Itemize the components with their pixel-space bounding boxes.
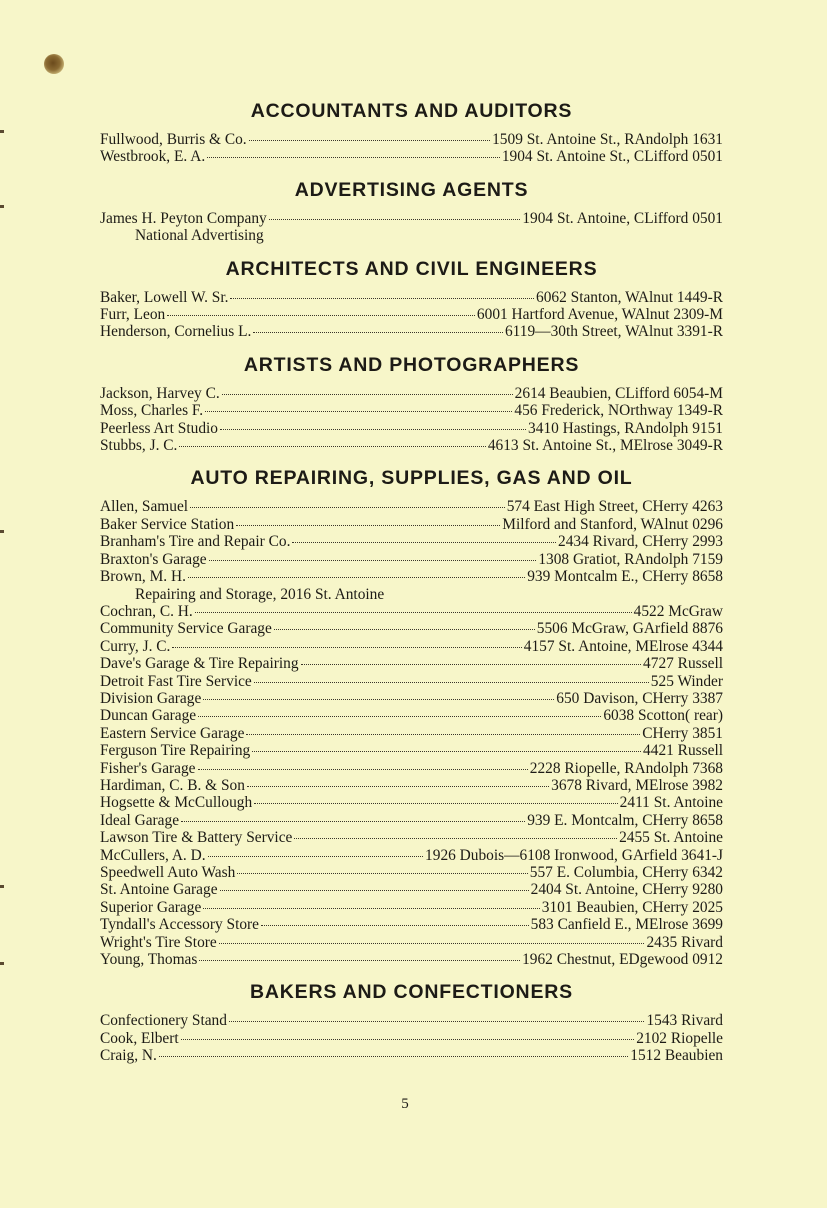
listing-entry [100, 385, 723, 402]
listing-entry [100, 760, 723, 777]
listing-address: 939 E. Montcalm, CHerry 8658 [527, 811, 723, 829]
dot-leader [220, 890, 529, 891]
listing-name: Brown, M. H. [100, 568, 186, 586]
dot-leader [198, 716, 601, 717]
listing-address: 1926 Dubois—6108 Ironwood, GArfield 3641-J [425, 846, 723, 864]
listing-address: 6062 Stanton, WAlnut 1449-R [536, 288, 723, 306]
listing-address: 650 Davison, CHerry 3387 [556, 689, 723, 707]
edge-mark [0, 205, 4, 208]
dot-leader [249, 140, 490, 141]
dot-leader [207, 157, 500, 158]
listing-address: 574 East High Street, CHerry 4263 [506, 498, 723, 516]
listing-entry [100, 673, 723, 690]
listing-name: St. Antoine Garage [100, 881, 218, 899]
punch-hole [44, 54, 64, 74]
dot-leader [237, 873, 528, 874]
listing-address: 1509 St. Antoine St., RAndolph 1631 [492, 131, 723, 148]
listing-address: 939 Montcalm E., CHerry 8658 [527, 568, 723, 586]
listing-name: Dave's Garage & Tire Repairing [100, 655, 299, 673]
dot-leader [269, 219, 521, 220]
dot-leader [219, 943, 645, 944]
dot-leader [179, 446, 485, 447]
listing-name: Young, Thomas [100, 951, 198, 969]
listing-name: Jackson, Harvey C. [100, 384, 220, 402]
section-heading: ADVERTISING AGENTS [294, 178, 529, 201]
listing-name: Wright's Tire Store [100, 933, 217, 951]
listing-name: Hardiman, C. B. & Son [100, 776, 245, 794]
listing-name: Ideal Garage [100, 811, 180, 829]
listing-entry [100, 916, 723, 933]
directory-section [100, 256, 723, 341]
listing-address: CHerry 3851 [642, 724, 723, 742]
dot-leader [195, 612, 632, 613]
listing-entry [100, 402, 723, 419]
listing-entry [100, 533, 723, 550]
listing-address: 4522 McGraw [633, 602, 723, 620]
dot-leader [246, 734, 640, 735]
listing-name: Branham's Tire and Repair Co. [100, 533, 291, 551]
listing-address: 5506 McGraw, GArfield 8876 [536, 620, 723, 638]
listing-name: Stubbs, J. C. [100, 437, 178, 455]
edge-mark [0, 130, 4, 133]
listing-address: 4421 Russell [643, 742, 723, 760]
listing-entry [100, 725, 723, 742]
listing-entry [100, 951, 723, 968]
listing-name: Division Garage [100, 689, 202, 707]
listing-name: McCullers, A. D. [100, 846, 206, 864]
dot-leader [252, 751, 641, 752]
listing-name: Cochran, C. H. [100, 602, 193, 620]
listing-address: 1308 Gratiot, RAndolph 7159 [538, 550, 723, 568]
listing-name: Tyndall's Accessory Store [100, 916, 259, 934]
listing-name: Baker Service Station [100, 515, 235, 533]
dot-leader [159, 1056, 628, 1057]
listing-name: Fisher's Garage [100, 759, 196, 777]
listing-name: Westbrook, E. A. [100, 148, 206, 166]
dot-leader [292, 542, 556, 543]
listing-entry [100, 131, 723, 148]
listing-name: Allen, Samuel [100, 498, 189, 516]
dot-leader [203, 699, 554, 700]
listing-entry [100, 847, 723, 864]
listing-name: Confectionery Stand [100, 1012, 227, 1030]
listing-address: 2411 St. Antoine [619, 794, 723, 812]
listing-address: 2435 Rivard [646, 933, 723, 951]
listing-entry [100, 899, 723, 916]
dot-leader [253, 332, 503, 333]
listing-entry [100, 864, 723, 881]
listing-address: 557 E. Columbia, CHerry 6342 [529, 864, 723, 881]
listing-entry [100, 323, 723, 340]
listing-entry [100, 934, 723, 951]
dot-leader [203, 908, 539, 909]
dot-leader [172, 647, 521, 648]
edge-mark [0, 885, 4, 888]
dot-leader [188, 577, 525, 578]
listing-address: 2102 Riopelle [636, 1029, 723, 1047]
dot-leader [199, 960, 520, 961]
listing-name: Fullwood, Burris & Co. [100, 131, 247, 148]
listing-entry [100, 794, 723, 811]
listing-address: 2614 Beaubien, CLifford 6054-M [514, 384, 723, 402]
directory-section [100, 979, 723, 1064]
listing-entry [100, 620, 723, 637]
listing-address: 1512 Beaubien [630, 1047, 723, 1065]
section-heading: BAKERS AND CONFECTIONERS [250, 981, 573, 1004]
dot-leader [236, 525, 500, 526]
listing-entry [100, 437, 723, 454]
directory-section [100, 98, 723, 166]
listing-address: 2404 St. Antoine, CHerry 9280 [530, 881, 723, 899]
listing-entry [100, 777, 723, 794]
listing-entry [100, 638, 723, 655]
dot-leader [208, 856, 423, 857]
listing-name: Moss, Charles F. [100, 402, 204, 420]
listing-entry [100, 812, 723, 829]
listing-entry [100, 289, 723, 306]
listing-note: National Advertising [135, 227, 264, 245]
listing-entry [100, 148, 723, 165]
listing-address: 6119—30th Street, WAlnut 3391-R [504, 323, 723, 341]
edge-mark [0, 530, 4, 533]
directory-section [100, 352, 723, 455]
listing-entry [100, 655, 723, 672]
listing-address: 4727 Russell [643, 655, 723, 673]
listing-address: 3101 Beaubien, CHerry 2025 [541, 898, 723, 916]
listing-address: 2455 St. Antoine [619, 829, 723, 847]
dot-leader [294, 838, 617, 839]
dot-leader [167, 315, 475, 316]
dot-leader [209, 560, 537, 561]
section-heading: ARTISTS AND PHOTOGRAPHERS [243, 353, 580, 376]
dot-leader [254, 803, 617, 804]
directory-section [100, 177, 723, 245]
listing-address: 583 Canfield E., MElrose 3699 [530, 916, 723, 934]
dot-leader [198, 769, 528, 770]
listing-address: 456 Frederick, NOrthway 1349-R [514, 402, 723, 420]
listing-address: 1904 St. Antoine St., CLifford 0501 [501, 148, 723, 166]
dot-leader [274, 629, 535, 630]
listing-entry [100, 603, 723, 620]
listing-address: 2228 Riopelle, RAndolph 7368 [529, 759, 723, 777]
dot-leader [181, 1039, 635, 1040]
section-heading: AUTO REPAIRING, SUPPLIES, GAS AND OIL [190, 467, 633, 490]
listing-address: 3678 Rivard, MElrose 3982 [551, 776, 723, 794]
listing-entry [100, 690, 723, 707]
listing-entry [100, 742, 723, 759]
listing-name: Lawson Tire & Battery Service [100, 829, 293, 847]
listing-name: Craig, N. [100, 1047, 157, 1065]
directory-section [100, 465, 723, 968]
directory-content [100, 98, 723, 1076]
listing-name: Eastern Service Garage [100, 724, 245, 742]
dot-leader [220, 429, 526, 430]
listing-name: Hogsette & McCullough [100, 794, 253, 812]
listing-name: Furr, Leon [100, 306, 166, 324]
listing-address: 3410 Hastings, RAndolph 9151 [528, 419, 723, 437]
listing-entry [100, 1012, 723, 1029]
dot-leader [229, 1021, 645, 1022]
dot-leader [301, 664, 642, 665]
listing-entry [100, 420, 723, 437]
dot-leader [205, 411, 512, 412]
listing-name: Community Service Garage [100, 620, 272, 638]
listing-entry [100, 829, 723, 846]
section-heading: ARCHITECTS AND CIVIL ENGINEERS [225, 257, 598, 280]
listing-address: 525 Winder [650, 672, 723, 690]
listing-address: 1904 St. Antoine, CLifford 0501 [522, 209, 723, 227]
listing-entry [100, 1047, 723, 1064]
listing-entry [100, 306, 723, 323]
listing-name: James H. Peyton Company [100, 209, 267, 227]
listing-entry [100, 707, 723, 724]
edge-mark [0, 962, 4, 965]
listing-entry [100, 568, 723, 585]
dot-leader [222, 394, 513, 395]
listing-name: Ferguson Tire Repairing [100, 742, 251, 760]
listing-address: 4613 St. Antoine St., MElrose 3049-R [487, 437, 723, 455]
listing-name: Detroit Fast Tire Service [100, 672, 252, 690]
listing-name: Henderson, Cornelius L. [100, 323, 252, 341]
dot-leader [190, 507, 505, 508]
listing-name: Superior Garage [100, 898, 202, 916]
listing-address: 1543 Rivard [646, 1012, 723, 1030]
listing-name: Duncan Garage [100, 707, 197, 725]
listing-entry [100, 1030, 723, 1047]
listing-entry [100, 498, 723, 515]
dot-leader [254, 682, 649, 683]
listing-entry [100, 210, 723, 227]
listing-entry [100, 881, 723, 898]
dot-leader [261, 925, 529, 926]
listing-address: 4157 St. Antoine, MElrose 4344 [523, 637, 723, 655]
listing-note: Repairing and Storage, 2016 St. Antoine [135, 585, 385, 603]
listing-address: Milford and Stanford, WAlnut 0296 [502, 515, 723, 533]
listing-entry [100, 516, 723, 533]
section-heading: ACCOUNTANTS AND AUDITORS [250, 100, 573, 122]
dot-leader [181, 821, 525, 822]
listing-name: Braxton's Garage [100, 550, 207, 568]
page-number: 5 [401, 1096, 409, 1112]
listing-entry [100, 551, 723, 568]
listing-name: Cook, Elbert [100, 1029, 179, 1047]
listing-address: 6038 Scotton( rear) [603, 707, 723, 725]
listing-name: Baker, Lowell W. Sr. [100, 288, 229, 306]
listing-address: 2434 Rivard, CHerry 2993 [558, 533, 723, 551]
listing-address: 1962 Chestnut, EDgewood 0912 [522, 951, 723, 969]
dot-leader [230, 298, 534, 299]
listing-name: Curry, J. C. [100, 637, 171, 655]
listing-name: Peerless Art Studio [100, 419, 218, 437]
listing-address: 6001 Hartford Avenue, WAlnut 2309-M [476, 306, 723, 324]
listing-name: Speedwell Auto Wash [100, 864, 236, 881]
dot-leader [247, 786, 549, 787]
